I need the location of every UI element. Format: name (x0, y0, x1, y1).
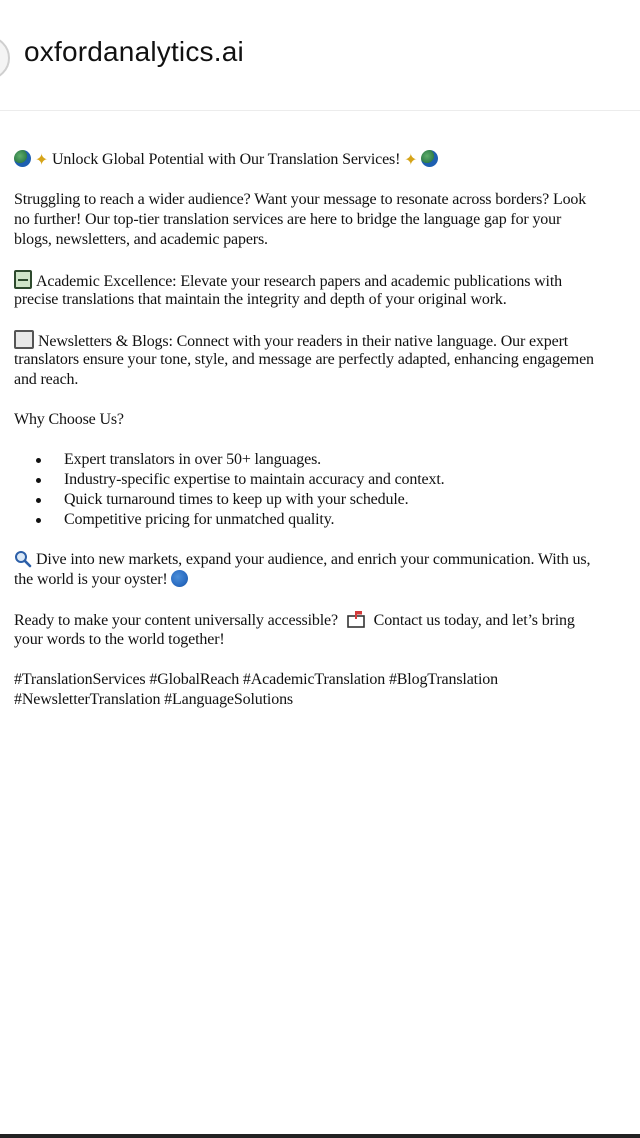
dive-line (14, 550, 640, 570)
newsletter-text: Newsletters & Blogs: Connect with your readers in their native language. Our expert (38, 333, 569, 350)
intro-line: Struggling to reach a wider audience? Want your message to resonate across borders? Look (14, 191, 587, 208)
dive-text: Dive into new markets, expand your audience, and enrich your communication. With us, (36, 551, 591, 568)
sparkle-icon: ✦ (34, 152, 49, 169)
why-heading: Why Choose Us? (14, 411, 124, 428)
intro-line: blogs, newsletters, and academic papers. (14, 231, 268, 248)
newsletter-line (14, 330, 640, 352)
globe-icon (171, 570, 188, 587)
hashtags-line[interactable]: #TranslationServices #GlobalReach #AcademicTranslation #BlogTranslation (14, 671, 498, 688)
newsletter-line: and reach. (14, 371, 79, 388)
dive-line (14, 570, 640, 590)
cta-text: Ready to make your content universally accessible? (14, 612, 338, 629)
list-item: Expert translators in over 50+ languages. (36, 450, 444, 470)
hashtags-line[interactable]: #NewsletterTranslation #LanguageSolutions (14, 691, 293, 708)
list-item: Quick turnaround times to keep up with your schedule. (36, 490, 444, 510)
list-item: Competitive pricing for unmatched quality. (36, 510, 444, 530)
intro-line: no further! Our top-tier translation services are here to bridge the language gap for your (14, 211, 562, 228)
academic-text: Academic Excellence: Elevate your research papers and academic publications with (36, 273, 562, 290)
bottom-edge (0, 1134, 640, 1138)
dive-text: the world is your oyster! (14, 571, 168, 588)
benefits-list (36, 450, 444, 530)
list-item: Industry-specific expertise to maintain accuracy and context. (36, 470, 444, 490)
page-header (0, 0, 640, 111)
academic-line (14, 270, 640, 292)
cta-line (14, 610, 640, 631)
newspaper-icon (14, 330, 34, 349)
globe-icon (14, 150, 31, 167)
post-content (0, 140, 640, 712)
site-title[interactable]: oxfordanalytics.ai (24, 36, 244, 67)
headline: Unlock Global Potential with Our Translation Services! (51, 151, 401, 168)
magnifying-glass-icon (14, 550, 32, 568)
academic-line: precise translations that maintain the integrity and depth of your original work. (14, 291, 507, 308)
book-icon (14, 270, 32, 289)
cta-text: Contact us today, and let’s bring (373, 612, 575, 629)
avatar[interactable] (0, 36, 10, 80)
headline-row (14, 150, 640, 171)
sparkle-icon: ✦ (404, 152, 418, 169)
cta-line: your words to the world together! (14, 631, 225, 648)
globe-icon (421, 150, 438, 167)
newsletter-line: translators ensure your tone, style, and message are perfectly adapted, enhancing engagemen (14, 351, 594, 368)
mailbox-icon (346, 610, 366, 628)
